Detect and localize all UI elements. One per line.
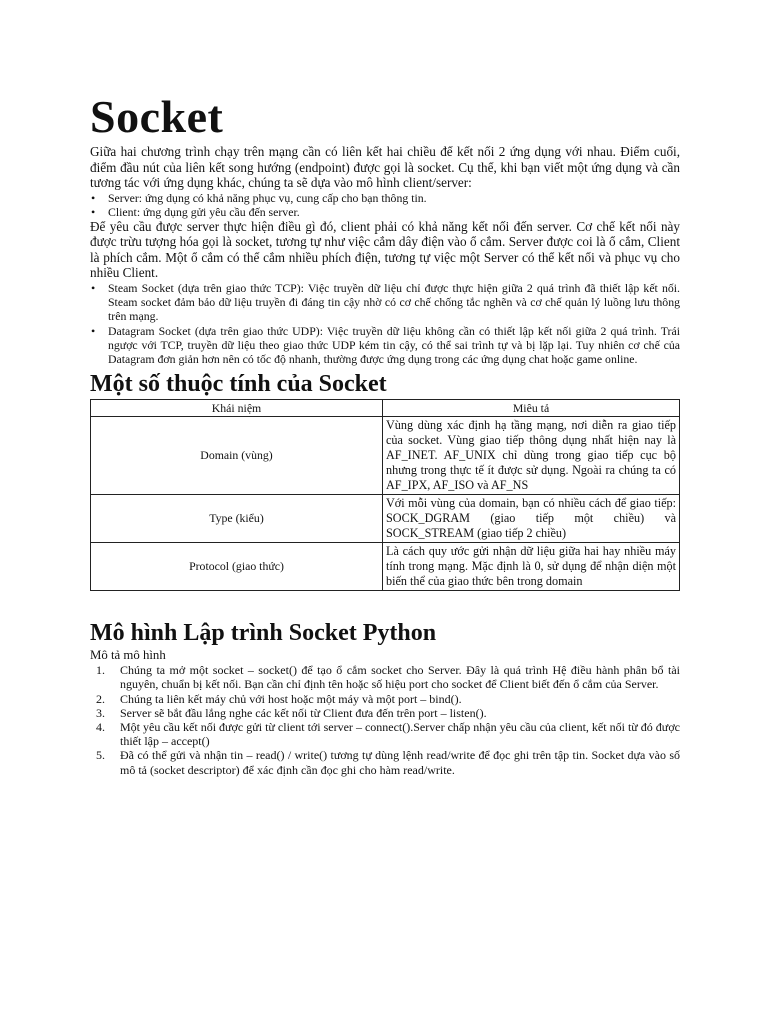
list-item: • Datagram Socket (dựa trên giao thức UDP): Việc truyền dữ liệu không cần có thiết lập kết nối giữa 2 quá trình. Trái ngược với TCP, truyền dữ liệu theo giao thức UDP kém tin cậy, có thể sai trình tự và bị lặp lại. Tuy nhiên cơ chế của Datagram đơn giản hơn nên có tốc độ nhanh, thường được ứng dụng trong các ứng dụng chat hoặc game online. bbox=[108, 324, 680, 367]
step-text: Chúng ta liên kết máy chủ với host hoặc một máy và một port – bind(). bbox=[120, 691, 462, 706]
description-cell: Với mỗi vùng của domain, bạn có nhiều cách để giao tiếp: SOCK_DGRAM (giao tiếp một chiều) và SOCK_STREAM (giao tiếp 2 chiều) bbox=[383, 495, 680, 543]
step-number: 4. bbox=[96, 719, 105, 734]
section-caption: Mô tả mô hình bbox=[90, 648, 166, 663]
step-text: Server sẽ bắt đầu lắng nghe các kết nối từ Client đưa đến trên port – listen(). bbox=[120, 705, 487, 720]
steps-list bbox=[90, 663, 680, 777]
step-number: 5. bbox=[96, 748, 105, 763]
section-heading-properties: Một số thuộc tính của Socket bbox=[90, 371, 387, 398]
column-header-description: Miêu tả bbox=[383, 400, 680, 417]
concept-cell: Domain (vùng) bbox=[91, 417, 383, 495]
page-title: Socket bbox=[90, 91, 224, 142]
step-text: Chúng ta mở một socket – socket() để tạo ổ cắm socket cho Server. Đây là quá trình Hệ điều hành phân bổ tài nguyên, chuẩn bị kết nối. Bạn cần chỉ định tên hoặc số hiệu port cho socket để Client biết đến ổ cắm của Server. bbox=[120, 663, 680, 692]
document-page bbox=[90, 90, 680, 777]
list-item bbox=[96, 719, 680, 749]
step-number: 2. bbox=[96, 691, 105, 706]
list-item bbox=[96, 691, 680, 706]
socket-types-list bbox=[90, 281, 680, 366]
table-row bbox=[91, 543, 680, 591]
intro-paragraph: Giữa hai chương trình chạy trên mạng cần có liên kết hai chiều để kết nối 2 ứng dụng với nhau. Điểm cuối, điểm đầu nút của liên kết song hướng (endpoint) được gọi là socket. Cụ thể, khi bạn viết một ứng dụng và cần tương tác với ứng dụng khác, chúng ta sẽ dựa vào mô hình client/server: bbox=[90, 144, 680, 190]
section-heading-python-model: Mô hình Lập trình Socket Python bbox=[90, 620, 437, 647]
description-cell: Vùng dùng xác định hạ tầng mạng, nơi diễn ra giao tiếp của socket. Vùng giao tiếp thông dụng nhất hiện nay là AF_INET. AF_UNIX chỉ dùng trong giao tiếp cục bộ nhưng trong thực tế ít được sử dụng. Ngoài ra chúng ta có AF_IPX, AF_ISO và AF_NS bbox=[383, 417, 680, 495]
python-model-section bbox=[90, 619, 680, 777]
list-item bbox=[96, 705, 680, 720]
step-text: Một yêu cầu kết nối được gửi từ client tới server – connect().Server chấp nhận yêu cầu của client, kết nối từ đó được thiết lập – accept() bbox=[120, 719, 680, 749]
concept-cell: Type (kiểu) bbox=[91, 495, 383, 543]
list-item: • Server: ứng dụng có khả năng phục vụ, cung cấp cho bạn thông tin. bbox=[108, 191, 680, 205]
description-cell: Là cách quy ước gửi nhận dữ liệu giữa hai hay nhiều máy tính trong mạng. Mặc định là 0, sử dụng để nhận diện một biến thể của giao thức bên trong domain bbox=[383, 543, 680, 591]
list-item: • Client: ứng dụng gửi yêu cầu đến server. bbox=[108, 205, 680, 219]
step-number: 1. bbox=[96, 663, 105, 678]
table-row bbox=[91, 495, 680, 543]
step-number: 3. bbox=[96, 705, 105, 720]
properties-table bbox=[90, 399, 680, 591]
roles-list bbox=[90, 191, 680, 219]
table-row bbox=[91, 417, 680, 495]
step-text: Đã có thể gửi và nhận tin – read() / write() tương tự dùng lệnh read/write để đọc ghi trên tập tin. Socket dựa vào số mô tả (socket descriptor) để xác định cần đọc ghi cho hàm read/write. bbox=[120, 748, 680, 777]
column-header-concept: Khái niệm bbox=[91, 400, 383, 417]
explain-paragraph: Để yêu cầu được server thực hiện điều gì đó, client phải có khả năng kết nối đến server. Cơ chế kết nối này được trừu tượng hóa gọi là socket, tương tự như việc cắm dây điện vào ổ cắm. Server được coi là ổ cắm, Client là phích cắm. Một ổ cắm có thể cắm nhiều phích điện, tương tự việc một Server có thể kết nối và phục vụ cho nhiều Client. bbox=[90, 218, 680, 281]
list-item bbox=[96, 748, 680, 777]
list-item bbox=[96, 663, 680, 692]
list-item: • Steam Socket (dựa trên giao thức TCP): Việc truyền dữ liệu chỉ được thực hiện giữa 2 quá trình đã thiết lập kết nối. Steam socket đảm bảo dữ liệu truyền đi đáng tin cậy nhờ có cơ chế chống tắc nghẽn và cơ chế quản lý luồng lưu thông trên mạng. bbox=[108, 281, 680, 324]
table-header-row bbox=[91, 400, 680, 417]
concept-cell: Protocol (giao thức) bbox=[91, 543, 383, 591]
